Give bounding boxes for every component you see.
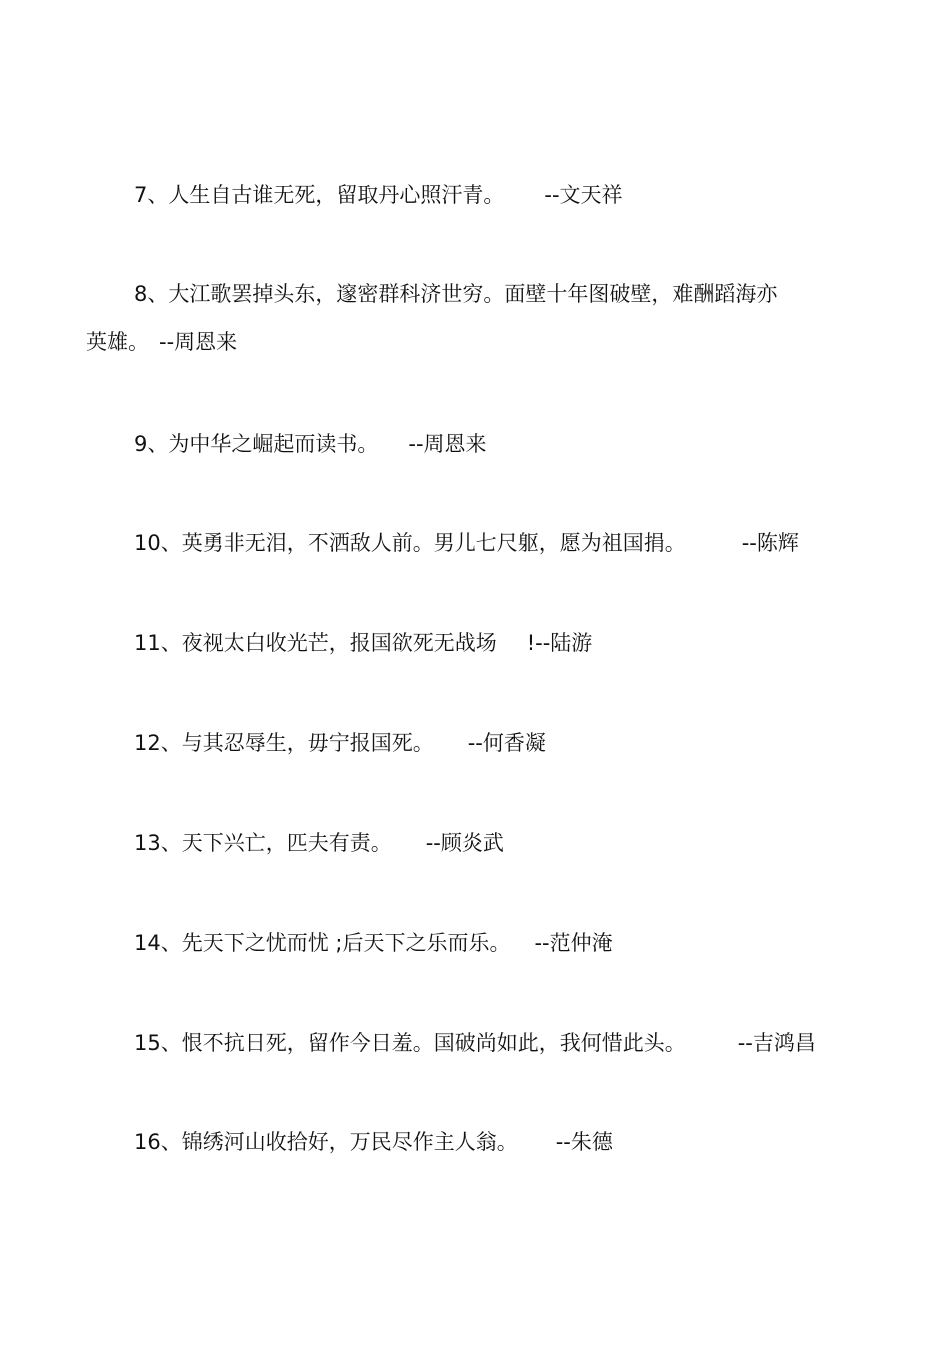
quote-14 — [134, 930, 613, 956]
quote-text-continuation: 英雄。 — [86, 330, 149, 354]
quote-12 — [134, 730, 546, 756]
quote-8-continuation — [86, 329, 237, 355]
quote-text: 为中华之崛起而读书。 — [168, 432, 379, 456]
quote-13 — [134, 830, 504, 856]
quote-number: 9、 — [134, 432, 169, 456]
quote-author: --文天祥 — [544, 183, 623, 207]
quote-10 — [134, 530, 799, 556]
quote-9 — [134, 431, 487, 457]
quote-text: 夜视太白收光芒，报国欲死无战场 — [181, 631, 497, 655]
quote-11 — [134, 630, 592, 656]
quote-text: 人生自古谁无死，留取丹心照汗青。 — [168, 183, 505, 207]
quote-author: !--陆游 — [526, 631, 593, 655]
quote-number: 7、 — [134, 183, 169, 207]
quote-number: 16、 — [134, 1130, 182, 1154]
quote-text: 与其忍辱生，毋宁报国死。 — [181, 731, 434, 755]
quote-number: 12、 — [134, 731, 182, 755]
quote-author: --周恩来 — [159, 330, 238, 354]
quote-15 — [134, 1030, 816, 1056]
quote-number: 13、 — [134, 831, 182, 855]
quote-author: --朱德 — [555, 1130, 613, 1154]
quote-text: 天下兴亡，匹夫有责。 — [181, 831, 392, 855]
quote-author: --陈辉 — [741, 531, 799, 555]
quote-number: 8、 — [134, 282, 169, 306]
quote-text: 先天下之忧而忧 ;后天下之乐而乐。 — [181, 931, 511, 955]
quote-number: 10、 — [134, 531, 182, 555]
quote-text: 英勇非无泪，不洒敌人前。男儿七尺躯，愿为祖国捐。 — [181, 531, 686, 555]
quote-number: 11、 — [134, 631, 182, 655]
quote-text: 恨不抗日死，留作今日羞。国破尚如此，我何惜此头。 — [181, 1031, 686, 1055]
quote-number: 14、 — [134, 931, 182, 955]
quote-text: 锦绣河山收拾好，万民尽作主人翁。 — [181, 1130, 518, 1154]
quote-8 — [134, 281, 777, 307]
quote-text: 大江歌罢掉头东，邃密群科济世穷。面壁十年图破壁，难酬蹈海亦 — [168, 282, 778, 306]
quote-author: --范仲淹 — [534, 931, 613, 955]
quote-16 — [134, 1129, 613, 1155]
quote-author: --顾炎武 — [425, 831, 504, 855]
quote-7 — [134, 182, 623, 208]
quote-author: --周恩来 — [408, 432, 487, 456]
quote-author: --何香凝 — [467, 731, 546, 755]
quote-number: 15、 — [134, 1031, 182, 1055]
quote-author: --吉鸿昌 — [737, 1031, 816, 1055]
